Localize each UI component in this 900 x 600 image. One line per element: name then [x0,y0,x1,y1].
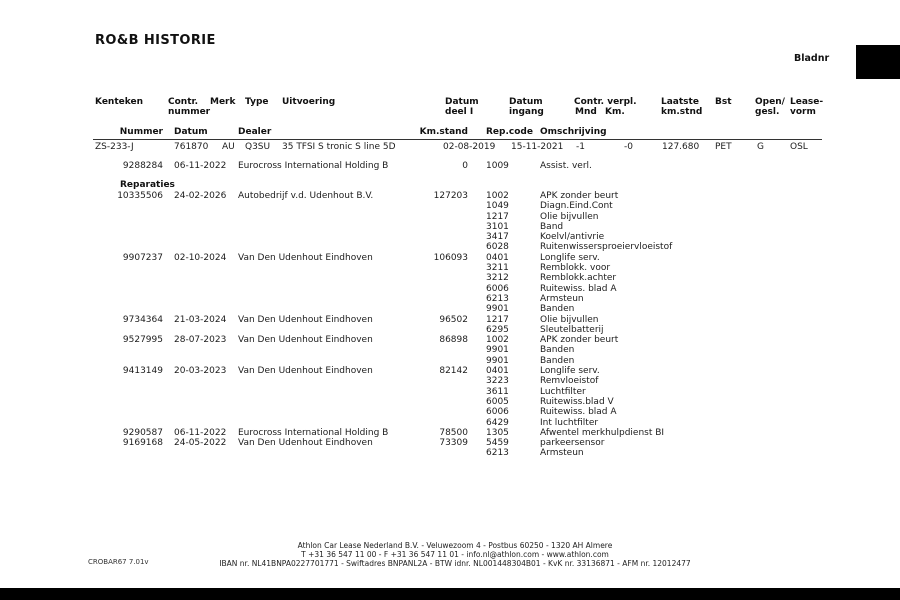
repair-nummer: 10335506 [117,191,163,201]
repair-item-omschrijving: Ruitewiss.blad V [540,396,614,407]
repair-item [486,397,900,407]
repair-item-code: 9901 [486,345,509,356]
repair-items [486,315,900,336]
repair-item-omschrijving: APK zonder beurt [540,191,619,201]
repair-item-omschrijving: Banden [540,345,575,356]
repair-item-omschrijving: Koelvl/antivrie [540,232,605,243]
repair-item [486,366,900,376]
repair-datum: 06-11-2022 [174,161,227,171]
repair-item-code: 3212 [486,273,509,284]
repair-item-code: 6028 [486,242,509,253]
vehicle-contr-verpl-mnd: -1 [576,142,585,152]
repair-item-code: 1217 [486,211,509,222]
vehicle-open-gesl: G [757,142,764,152]
repair-item-code: 3611 [486,386,509,397]
repair-item-omschrijving: Longlife serv. [540,366,600,377]
repair-item [486,263,900,273]
vehicle-datum-ingang: 15-11-2021 [511,142,564,152]
repair-items [486,438,900,459]
repair-item-omschrijving: Armsteun [540,293,584,304]
repair-item [486,387,900,397]
col-header-nummer: Nummer [119,127,163,137]
repair-item-omschrijving: Banden [540,355,575,366]
col-header-bst: Bst [715,97,732,107]
repair-datum: 24-05-2022 [174,438,227,449]
repair-row [0,315,900,336]
repair-item [486,376,900,386]
repair-nummer: 9734364 [122,314,163,325]
repair-item-omschrijving: Diagn.Eind.Cont [540,201,613,212]
reparaties-section-label: Reparaties [120,180,175,190]
repair-items [486,191,900,253]
repair-datum: 21-03-2024 [174,314,227,325]
col-header-km: Km. [605,107,625,118]
repair-kmstand: 86898 [439,335,468,346]
repair-item-omschrijving: Assist. verl. [540,161,592,171]
repair-item [486,161,900,171]
repair-item-omschrijving: Afwentel merkhulpdienst BI [540,427,665,438]
repair-item-omschrijving: Ruitewiss. blad A [540,283,617,294]
repair-item-code: 9901 [486,355,509,366]
repair-item [486,294,900,304]
repair-item [486,438,900,448]
repair-row [0,161,900,171]
repair-item [486,201,900,211]
repair-item [486,253,900,263]
repair-dealer: Van Den Udenhout Eindhoven [238,252,373,263]
vehicle-leasevorm: OSL [790,142,808,152]
repair-item-code: 6005 [486,396,509,407]
repair-items [486,161,900,171]
col-header-omschrijving: Omschrijving [540,127,607,137]
repair-item-omschrijving: Remblokk.achter [540,273,617,284]
col-header-datum-ingang: Datum ingang [509,97,544,118]
repair-item-code: 9901 [486,304,509,315]
col-header-kmstand: Km.stand [419,127,468,137]
repair-item [486,191,900,201]
repair-item-code: 6213 [486,448,509,459]
repair-nummer: 9288284 [122,161,163,171]
header-divider-line [93,139,822,140]
vehicle-laatste-kmstnd: 127.680 [662,142,700,152]
repair-item-code: 1009 [486,161,509,171]
col-header-kenteken: Kenteken [95,97,143,107]
repair-nummer: 9290587 [122,427,163,438]
repair-kmstand: 82142 [439,366,468,377]
repair-item [486,304,900,314]
repair-dealer: Eurocross International Holding B [238,161,389,171]
repair-datum: 28-07-2023 [174,335,227,346]
col-header-datum-deel1: Datum deel I [445,97,479,118]
repair-item-code: 6429 [486,417,509,428]
repair-kmstand: 73309 [439,438,468,449]
repair-item [486,273,900,283]
repair-item-omschrijving: Int luchtfilter [540,417,599,428]
col-header-dealer: Dealer [238,127,272,137]
repair-dealer: Van Den Udenhout Eindhoven [238,438,373,449]
vehicle-datum-deel1: 02-08-2019 [443,142,496,152]
repair-row [0,428,900,438]
footer-contact-line: T +31 36 547 11 00 - F +31 36 547 11 01 - info.nl@athlon.com - www.athlon.com [301,550,609,560]
bladnr-label: Bladnr [794,53,830,64]
footer-address-line: Athlon Car Lease Nederland B.V. - Veluwezoom 4 - Postbus 60250 - 1320 AH Almere [297,541,613,550]
col-header-open-gesl: Open/ gesl. [755,97,785,118]
repair-nummer: 9413149 [122,366,163,377]
page-title: RO&B HISTORIE [95,33,216,48]
vehicle-merk: AU [222,142,235,152]
repair-kmstand: 78500 [439,427,468,438]
repair-item-code: 1049 [486,201,509,212]
repair-kmstand: 0 [462,161,468,171]
repair-item-omschrijving: Remblokk. voor [540,263,611,274]
repair-item [486,418,900,428]
repair-datum: 24-02-2026 [174,191,227,201]
repair-item [486,222,900,232]
repair-datum: 20-03-2023 [174,366,227,377]
col-header-leasevorm: Lease- vorm [790,97,824,118]
col-header-contr-verpl: Contr. verpl. [574,97,637,107]
col-header-datum: Datum [174,127,208,137]
vehicle-uitvoering: 35 TFSI S tronic S line 5D [282,142,396,152]
repair-item-omschrijving: Luchtfilter [540,386,586,397]
repair-item-code: 3417 [486,232,509,243]
repair-item [486,325,900,335]
repair-datum: 06-11-2022 [174,427,227,438]
col-header-repcode: Rep.code [486,127,533,137]
repair-kmstand: 127203 [433,191,468,201]
repair-item [486,212,900,222]
repair-nummer: 9169168 [122,438,163,449]
repair-dealer: Autobedrijf v.d. Udenhout B.V. [238,191,374,201]
repair-item-code: 1002 [486,335,509,346]
repair-item-omschrijving: Longlife serv. [540,252,600,263]
repair-item-code: 0401 [486,252,509,263]
vehicle-row [0,142,900,153]
repair-item-omschrijving: APK zonder beurt [540,335,619,346]
vehicle-kenteken: ZS-233-J [95,142,134,152]
repair-row [0,335,900,366]
repair-row [0,253,900,315]
repair-dealer: Van Den Udenhout Eindhoven [238,366,373,377]
repair-item-omschrijving: Olie bijvullen [540,211,599,222]
repair-item-code: 1217 [486,314,509,325]
repair-item-code: 6006 [486,407,509,418]
repair-item-omschrijving: Ruitewiss. blad A [540,407,617,418]
repair-item-code: 6006 [486,283,509,294]
repair-item-omschrijving: Band [540,221,564,232]
vehicle-contr-nummer: 761870 [174,142,209,152]
repair-item [486,407,900,417]
repair-item-code: 5459 [486,438,509,449]
repair-item [486,284,900,294]
repair-datum: 02-10-2024 [174,252,227,263]
repair-item [486,232,900,242]
repair-item [486,335,900,345]
vehicle-type: Q3SU [245,142,271,152]
repair-items [486,428,900,438]
repair-item-code: 1002 [486,191,509,201]
footer-registration-line: IBAN nr. NL41BNPA0227701771 - Swiftadres BNPANL2A - BTW idnr. NL001448304B01 - KvK nr. 33136871 - AFM nr. 12012477 [219,559,691,569]
repair-item [486,242,900,252]
col-header-laatste-kmstnd: Laatste km.stnd [661,97,703,118]
vehicle-bst: PET [715,142,732,152]
repair-item-omschrijving: Banden [540,304,575,315]
scan-artifact-top-right [856,45,900,79]
repair-item-omschrijving: Ruitenwissersproeiervloeistof [540,242,673,253]
repair-nummer: 9527995 [122,335,163,346]
repair-items [486,253,900,315]
repair-item [486,315,900,325]
program-version-label: CROBAR67 7.01v [88,558,149,566]
repair-dealer: Van Den Udenhout Eindhoven [238,314,373,325]
repair-item-omschrijving: Sleutelbatterij [540,324,604,335]
repair-row [0,191,900,253]
repair-item [486,356,900,366]
repair-dealer: Eurocross International Holding B [238,427,389,438]
repair-item-code: 3101 [486,221,509,232]
scan-artifact-bottom-bar [0,588,900,600]
repair-item [486,345,900,355]
repair-items [486,335,900,366]
repair-items [486,366,900,428]
repair-row [0,438,900,459]
repair-item [486,428,900,438]
col-header-type: Type [245,97,269,107]
repair-kmstand: 106093 [433,252,468,263]
footer [20,541,890,569]
col-header-merk: Merk [210,97,236,107]
repair-item-omschrijving: Olie bijvullen [540,314,599,325]
repair-item-code: 6213 [486,293,509,304]
repairs-container [0,191,900,459]
repair-item-omschrijving: parkeersensor [540,438,605,449]
repair-dealer: Van Den Udenhout Eindhoven [238,335,373,346]
col-header-contr-nummer: Contr. nummer [168,97,211,118]
repair-item-code: 3223 [486,376,509,387]
vehicle-contr-verpl-km: -0 [624,142,633,152]
repair-nummer: 9907237 [122,252,163,263]
repair-item-code: 0401 [486,366,509,377]
repair-row [0,366,900,428]
repair-item-omschrijving: Remvloeistof [540,376,599,387]
col-header-uitvoering: Uitvoering [282,97,336,107]
repair-kmstand: 96502 [439,314,468,325]
col-header-mnd: Mnd [575,107,597,118]
repair-item-code: 3211 [486,263,509,274]
repair-item [486,448,900,458]
repair-item-code: 1305 [486,427,509,438]
repair-item-code: 6295 [486,324,509,335]
assist-row-container [0,161,900,171]
repair-item-omschrijving: Armsteun [540,448,584,459]
